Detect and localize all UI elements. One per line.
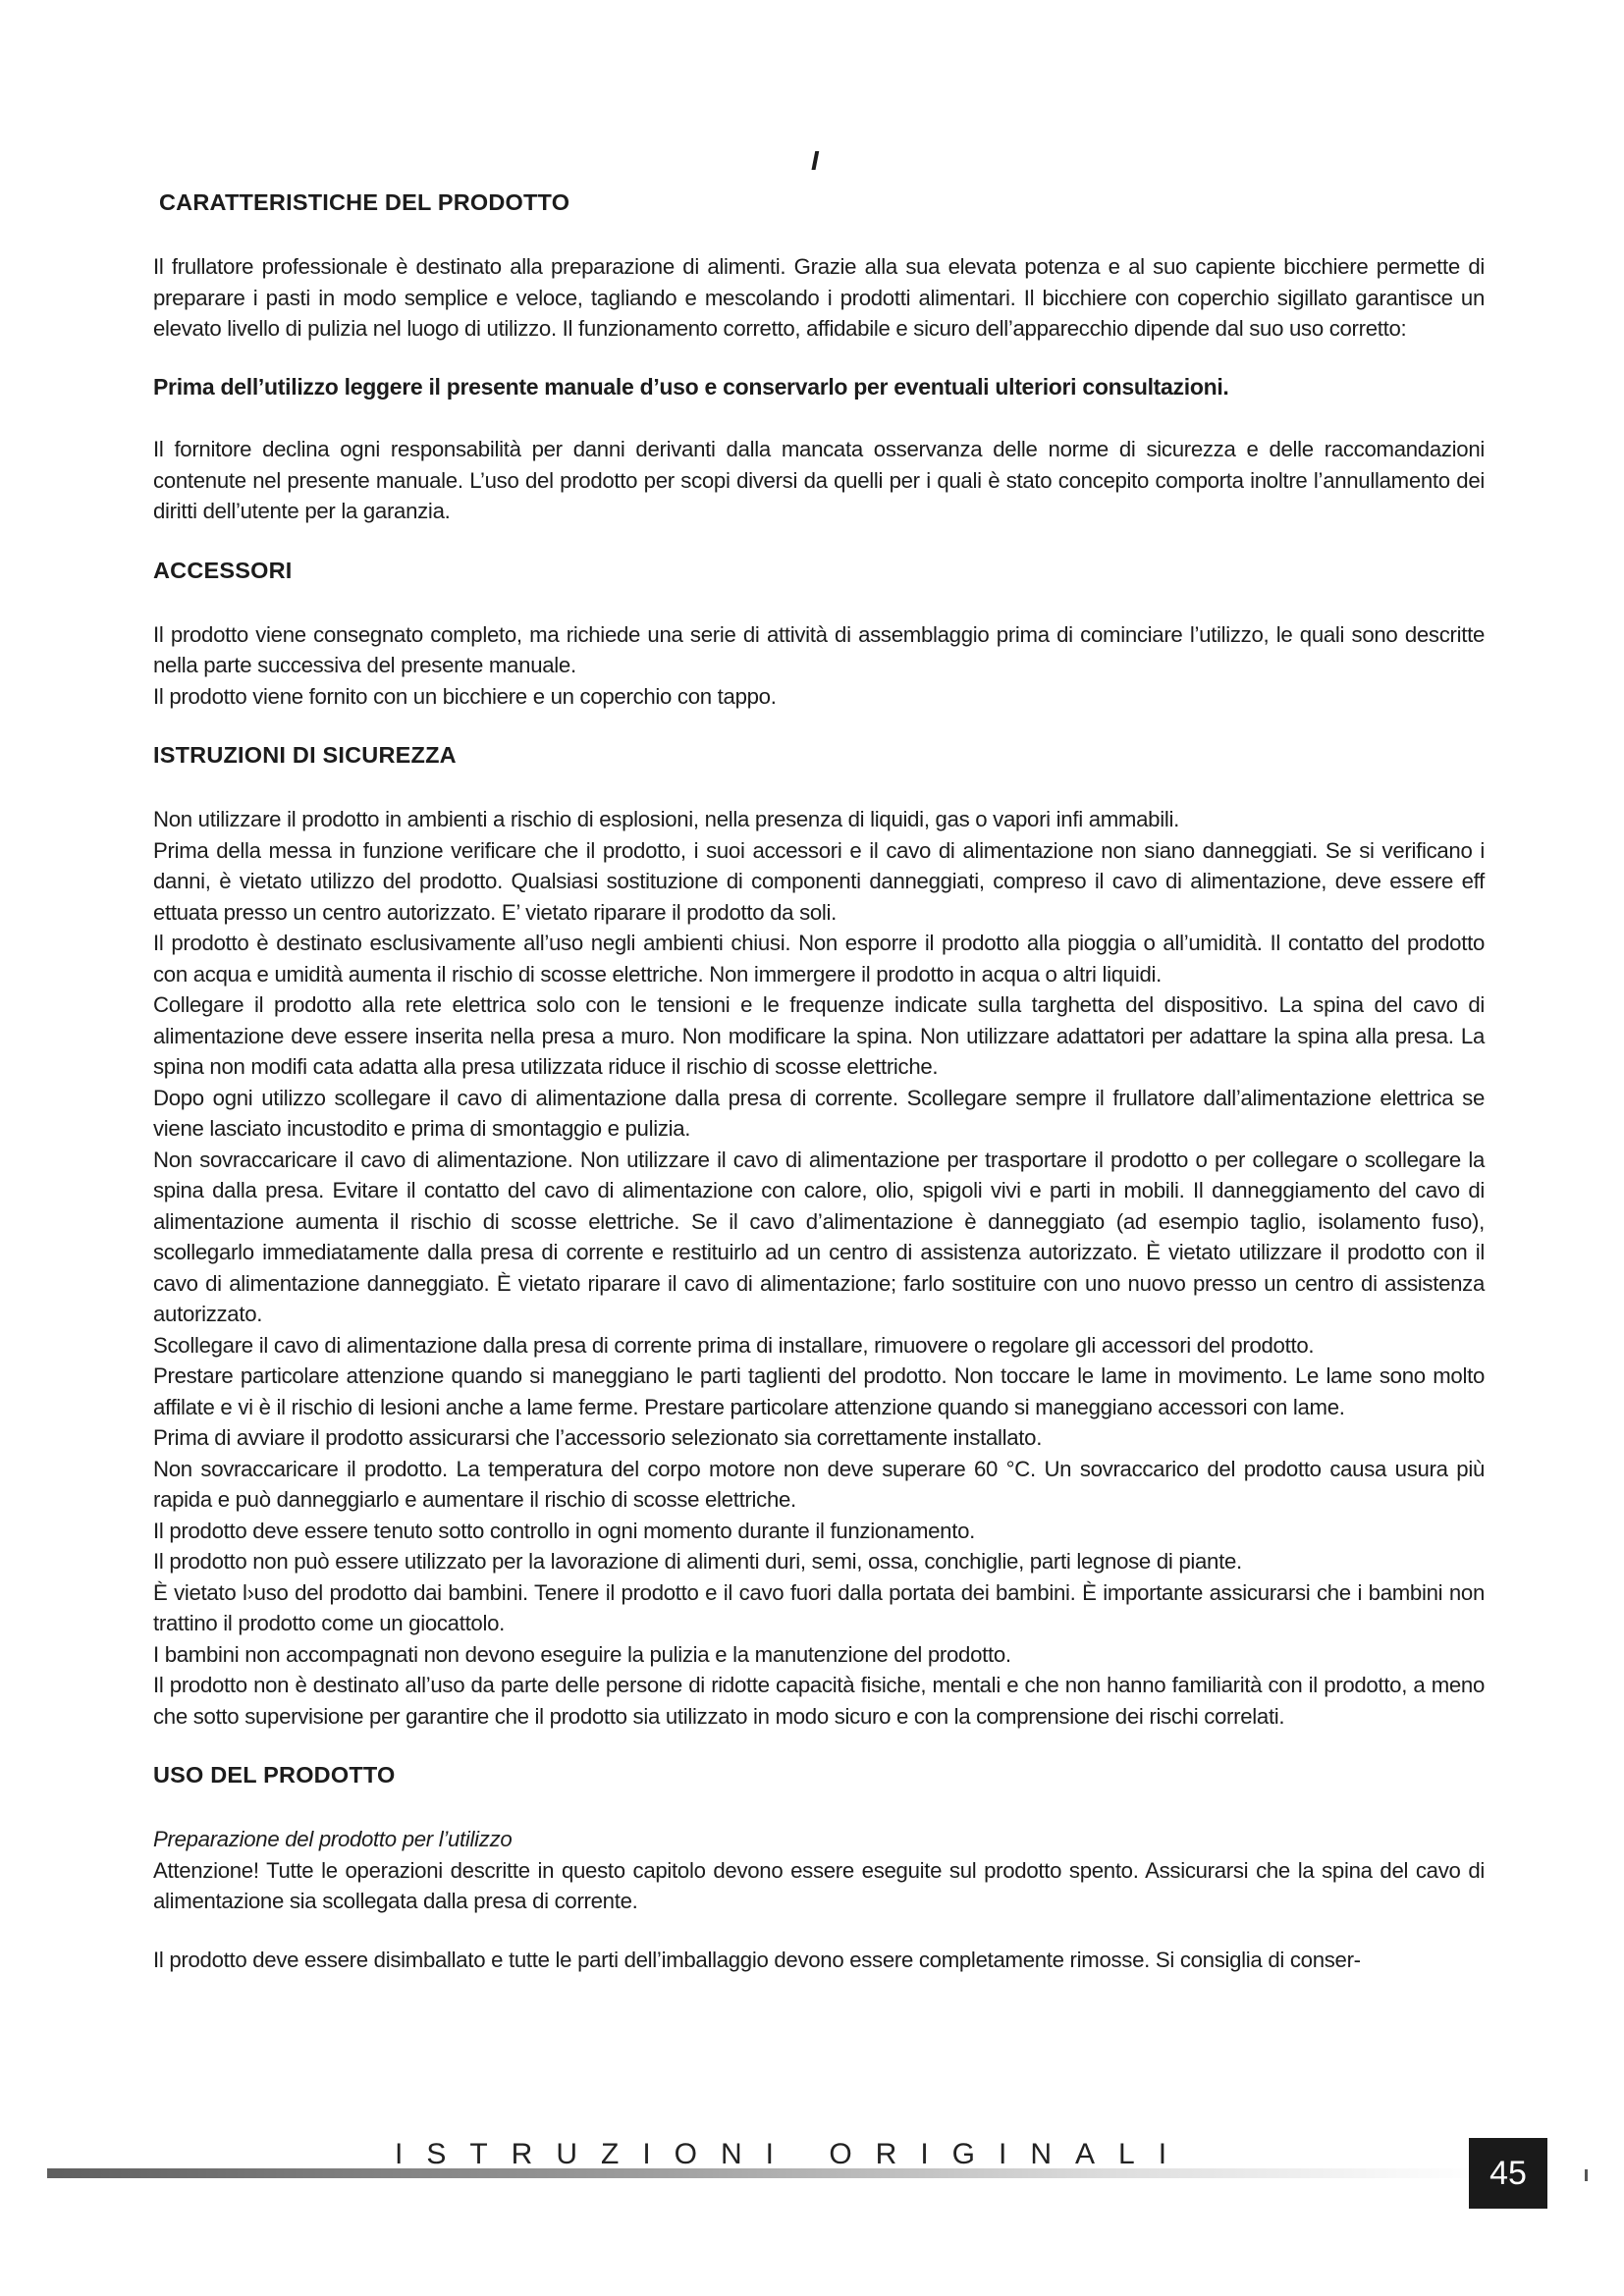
safety-item: Prestare particolare attenzione quando si maneggiano le parti taglienti del prodotto. Non toccare le lame in movimento. Le lame sono molto affilate e vi è il rischio di lesioni anche a lame ferme. Prestare particolare attenzione quando si maneggiano accessori con lame. bbox=[153, 1363, 1485, 1419]
section-title-uso: USO DEL PRODOTTO bbox=[153, 1762, 396, 1788]
safety-item: I bambini non accompagnati non devono eseguire la pulizia e la manutenzione del prodotto. bbox=[153, 1641, 1011, 1667]
safety-item: Il prodotto deve essere tenuto sotto controllo in ogni momento durante il funzionamento. bbox=[153, 1518, 975, 1543]
page-content bbox=[153, 187, 1485, 1975]
safety-item: Prima della messa in funzione verificare che il prodotto, i suoi accessori e il cavo di alimentazione non siano danneggiati. Se si verificano i danni, è vietato utilizzo del prodotto. Qualsiasi sostituzione di componenti danneggiati, compreso il cavo di alimentazione, deve essere eff ettuata presso un centro autorizzato. E’ vietato riparare il prodotto da soli. bbox=[153, 837, 1485, 925]
page-number: 45 bbox=[1469, 2138, 1547, 2209]
safety-item: Non sovraccaricare il cavo di alimentazione. Non utilizzare il cavo di alimentazione per trasportare il prodotto o per collegare o scollegare la spina dalla presa. Evitare il contatto del cavo di alimentazione con calore, olio, spigoli vivi e parti in mobili. Il danneggiamento del cavo di alimentazione aumenta il rischio di scosse elettriche. Se il cavo d’alimentazione è danneggiato (ad esempio taglio, isolamento fuso), scollegarlo immediatamente dalla presa di corrente e restituirlo ad un centro di assistenza autorizzato. È vietato utilizzare il prodotto con il cavo di alimentazione danneggiato. È vietato riparare il cavo di alimentazione; farlo sostituire con uno nuovo presso un centro di assistenza autorizzato. bbox=[153, 1147, 1485, 1326]
paragraph: Il frullatore professionale è destinato alla preparazione di alimenti. Grazie alla sua elevata potenza e al suo capiente bicchiere permette di preparare i pasti in modo semplice e veloce, tagliando e mescolando i prodotti alimentari. Il bicchiere con coperchio sigillato garantisce un elevato livello di pulizia nel luogo di utilizzo. Il funzionamento corretto, affidabile e sicuro dell’apparecchio dipende dal suo uso corretto: bbox=[153, 254, 1485, 341]
safety-item: Il prodotto non può essere utilizzato per la lavorazione di alimenti duri, semi, ossa, conchiglie, parti legnose di piante. bbox=[153, 1549, 1242, 1574]
safety-item: È vietato l›uso del prodotto dai bambini. Tenere il prodotto e il cavo fuori dalla portata dei bambini. È importante assicurarsi che i bambini non trattino il prodotto come un giocattolo. bbox=[153, 1579, 1485, 1635]
paragraph: Il prodotto viene consegnato completo, ma richiede una serie di attività di assemblaggio prima di cominciare l’utilizzo, le quali sono descritte nella parte successiva del presente manuale. bbox=[153, 621, 1485, 677]
paragraph: Attenzione! Tutte le operazioni descritte in questo capitolo devono essere eseguite sul prodotto spento. Assicurarsi che la spina del cavo di alimentazione sia scollegata dalla presa di corrente. bbox=[153, 1857, 1485, 1913]
safety-item: Il prodotto è destinato esclusivamente all’uso negli ambienti chiusi. Non esporre il prodotto alla pioggia o all’umidità. Il contatto del prodotto con acqua e umidità aumenta il rischio di scosse elettriche. Non immergere il prodotto in acqua o altri liquidi. bbox=[153, 931, 1485, 987]
paragraph: Il prodotto viene fornito con un bicchiere e un coperchio con tappo. bbox=[153, 683, 777, 709]
safety-item: Collegare il prodotto alla rete elettrica solo con le tensioni e le frequenze indicate sulla targhetta del dispositivo. La spina del cavo di alimentazione deve essere inserita nella presa a muro. Non modificare la spina. Non utilizzare adattatori per adattare la spina alla presa. La spina non modifi cata adatta alla presa utilizzata riduce il rischio di scosse elettriche. bbox=[153, 992, 1485, 1079]
section-title-caratteristiche: CARATTERISTICHE DEL PRODOTTO bbox=[159, 189, 570, 215]
paragraph: Il fornitore declina ogni responsabilità per danni derivanti dalla mancata osservanza delle norme di sicurezza e delle raccomandazioni contenute nel presente manuale. L’uso del prodotto per scopi diversi da quelli per i quali è stato concepito comporta inoltre l’annullamento dei diritti dell’utente per la garanzia. bbox=[153, 437, 1485, 523]
edge-mark bbox=[1585, 2169, 1588, 2181]
safety-item: Prima di avviare il prodotto assicurarsi che l’accessorio selezionato sia correttamente installato. bbox=[153, 1425, 1043, 1450]
safety-item: Il prodotto non è destinato all’uso da parte delle persone di ridotte capacità fisiche, mentali e che non hanno familiarità con il prodotto, a meno che sotto supervisione per garantire che il prodotto sia utilizzato in modo sicuro e con la comprensione dei rischi correlati. bbox=[153, 1673, 1485, 1729]
language-marker: I bbox=[811, 145, 819, 176]
paragraph: Il prodotto deve essere disimballato e tutte le parti dell’imballaggio devono essere completamente rimosse. Si consiglia di conser- bbox=[153, 1947, 1361, 1972]
safety-list bbox=[153, 804, 1485, 1732]
footer-label: ISTRUZIONI ORIGINALI bbox=[395, 2138, 1191, 2170]
section-title-sicurezza: ISTRUZIONI DI SICUREZZA bbox=[153, 742, 457, 768]
safety-item: Non utilizzare il prodotto in ambienti a rischio di esplosioni, nella presenza di liquidi, gas o vapori infi ammabili. bbox=[153, 807, 1179, 831]
bold-note: Prima dell’utilizzo leggere il presente manuale d’uso e conservarlo per eventuali ulteriori consultazioni. bbox=[153, 373, 1229, 400]
subsection-title: Preparazione del prodotto per l’utilizzo bbox=[153, 1827, 513, 1851]
section-title-accessori: ACCESSORI bbox=[153, 557, 293, 583]
safety-item: Dopo ogni utilizzo scollegare il cavo di alimentazione dalla presa di corrente. Scollegare sempre il frullatore dall’alimentazione elettrica se viene lasciato incustodito e prima di smontaggio e pulizia. bbox=[153, 1085, 1485, 1141]
safety-item: Scollegare il cavo di alimentazione dalla presa di corrente prima di installare, rimuovere o regolare gli accessori del prodotto. bbox=[153, 1332, 1315, 1358]
safety-item: Non sovraccaricare il prodotto. La temperatura del corpo motore non deve superare 60 °C. Un sovraccarico del prodotto causa usura più rapida e può danneggiarlo e aumentare il rischio di scosse elettriche. bbox=[153, 1456, 1485, 1512]
